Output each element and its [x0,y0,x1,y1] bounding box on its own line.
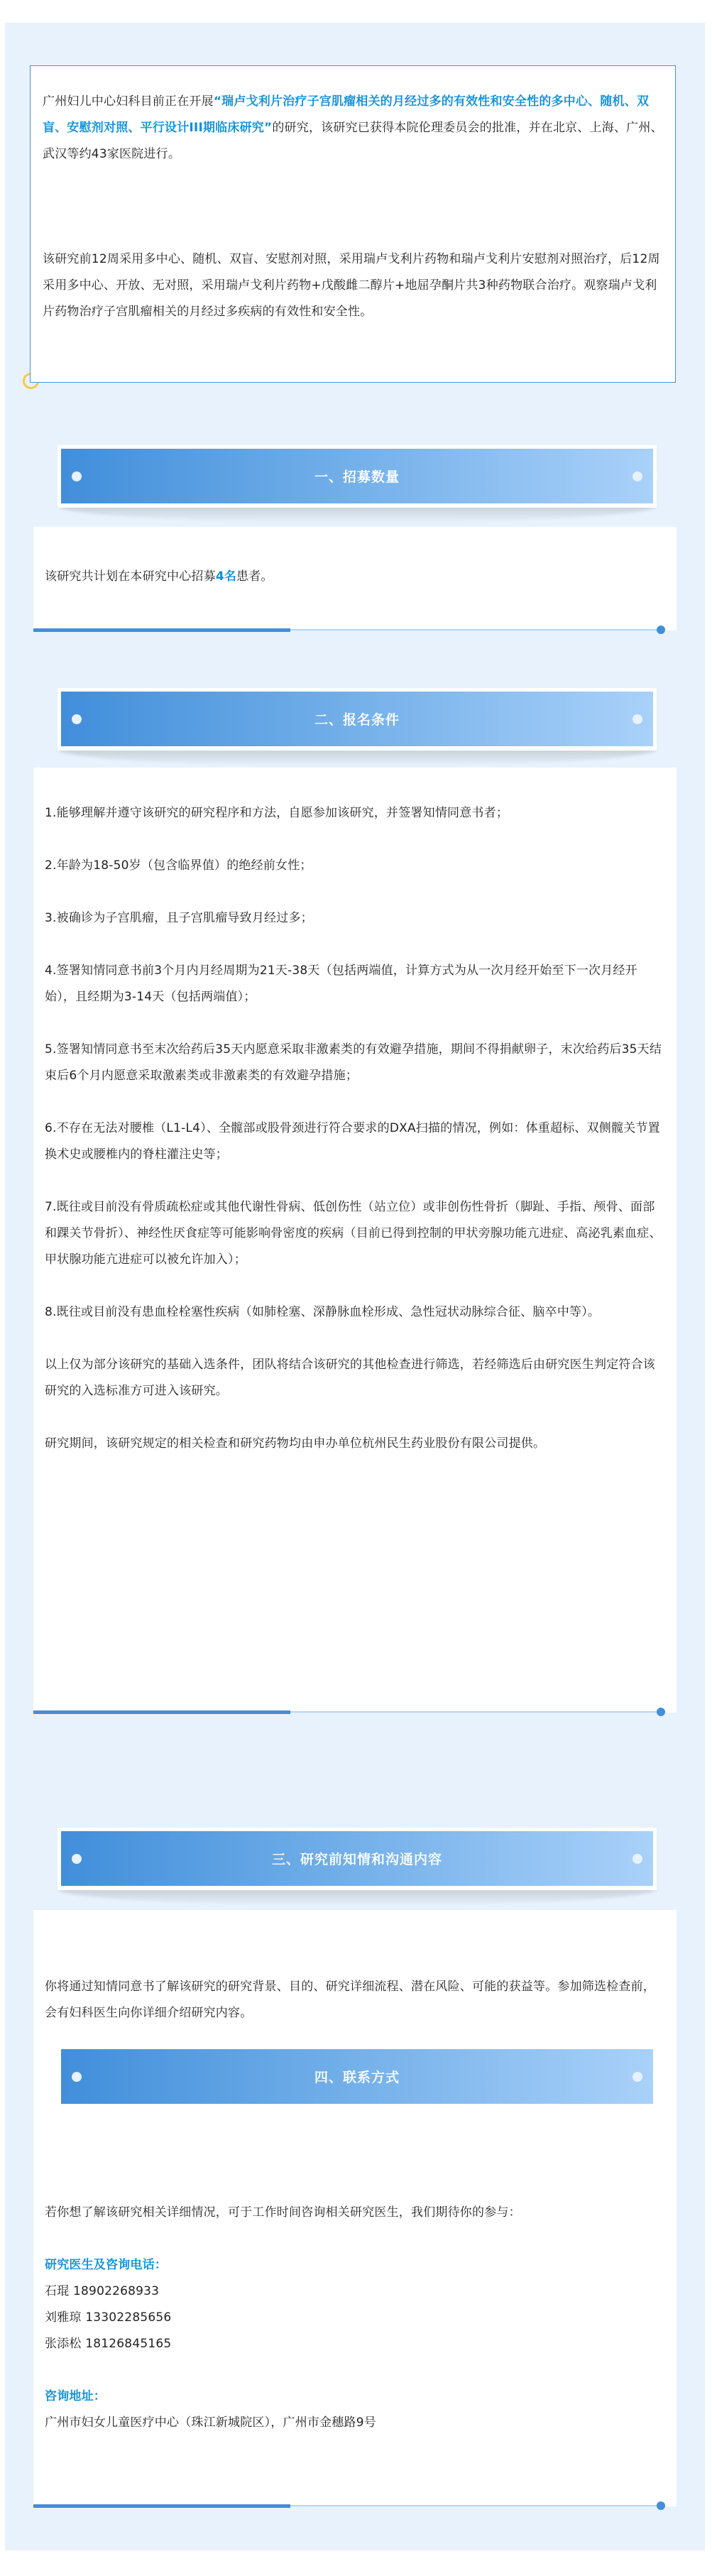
divider-line [290,2505,661,2506]
contact-body [45,2200,665,2436]
address-text: 广州市妇女儿童医疗中心（珠江新城院区），广州市金穗路9号 [45,2416,376,2430]
phone-number[interactable]: 18126845165 [85,2337,172,2351]
sponsor-note: 研究期间，该研究规定的相关检查和研究药物均由申办单位杭州民生药业股份有限公司提供。 [45,1436,546,1451]
address-label: 咨询地址： [45,2389,106,2403]
eligibility-list [45,800,665,1457]
criterion-item: 5.签署知情同意书至末次给药后35天内愿意采取非激素类的有效避孕措施，期间不得捐献卵子，末次给药后35天结束后6个月内愿意采取激素类或非激素类的有效避孕措施； [45,1042,662,1083]
divider-line [290,1711,661,1713]
phone-number[interactable]: 18902268933 [73,2284,160,2298]
divider-line [290,629,661,631]
recruitment-text: 该研究共计划在本研究中心招募4名患者。 [45,569,273,584]
divider-dot-icon [657,2501,665,2510]
criterion-item: 7.既往或目前没有骨质疏松症或其他代谢性骨病、低创伤性（站立位）或非创伤性骨折（脚趾、手指、颅骨、面部和踝关节骨折）、神经性厌食症等可能影响骨密度的疾病（目前已得到控制的甲状旁腺功能亢进症、高泌乳素血症、甲状腺功能亢进症可以被允许加入）； [45,1200,662,1267]
section-header-eligibility [57,688,657,751]
section-card-eligibility [33,768,677,1713]
dot-icon [632,1854,642,1864]
section-header-contact [57,2046,657,2108]
criterion-item: 2.年龄为18-50岁（包含临界值）的绝经前女性； [45,858,312,873]
section-title: 二、报名条件 [314,712,400,728]
dot-icon [632,714,642,724]
contact-row: 张添松 18126845165 [45,2337,172,2351]
contact-intro: 若你想了解该研究相关详细情况，可于工作时间咨询相关研究医生，我们期待你的参与： [45,2205,521,2220]
consent-text: 你将通过知情同意书了解该研究的研究背景、目的、研究详细流程、潜在风险、可能的获益等。参加筛选检查前，会有妇科医生向你详细介绍研究内容。 [45,1980,655,2020]
section-title: 一、招募数量 [314,469,400,485]
screening-note: 以上仅为部分该研究的基础入选条件，团队将结合该研究的其他检查进行筛选，若经筛选后由研究医生判定符合该研究的入选标准方可进入该研究。 [45,1358,655,1398]
phone-number[interactable]: 13302285656 [85,2310,172,2325]
divider-bar [33,2504,290,2508]
section-card-contact [33,2129,677,2506]
divider-dot-icon [657,626,665,634]
criterion-item: 6.不存在无法对腰椎（L1-L4）、全髋部或股骨颈进行符合要求的DXA扫描的情况，例如：体重超标、双侧髋关节置换术史或腰椎内的脊柱灌注史等； [45,1121,660,1162]
phone-label: 研究医生及咨询电话： [45,2258,167,2272]
divider-dot-icon [657,1708,665,1716]
contact-row: 石琨 18902268933 [45,2284,160,2298]
intro-card [30,65,676,383]
study-title-highlight: “瑞卢戈利片治疗子宫肌瘤相关的月经过多的有效性和安全性的多中心、随机、双盲、安慰剂对照、平行设计III期临床研究” [43,94,650,135]
criterion-item: 3.被确诊为子宫肌瘤，且子宫肌瘤导致月经过多； [45,911,313,925]
criterion-item: 8.既往或目前没有患血栓栓塞性疾病（如肺栓塞、深静脉血栓形成、急性冠状动脉综合征、脑卒中等）。 [45,1305,601,1319]
divider-bar [33,1710,290,1714]
intro-paragraph-1: 广州妇儿中心妇科目前正在开展“瑞卢戈利片治疗子宫肌瘤相关的月经过多的有效性和安全性的多中心、随机、双盲、安慰剂对照、平行设计III期临床研究”的研究，该研究已获得本院伦理委员会的批准，并在北京、上海、广州、武汉等约43家医院进行。 [43,94,663,161]
section-header-recruitment [57,445,657,508]
criterion-item: 4.签署知情同意书前3个月内月经周期为21天-38天（包括两端值，计算方式为从一次月经开始至下一次月经开始），且经期为3-14天（包括两端值）； [45,964,637,1004]
dot-icon [632,2072,642,2082]
section-header-informed-consent [57,1828,657,1890]
section-title: 四、联系方式 [314,2070,400,2085]
contact-row: 刘雅琼 13302285656 [45,2310,172,2325]
divider-bar [33,628,290,632]
section-card-recruitment [33,527,677,631]
intro-paragraph-2: 该研究前12周采用多中心、随机、双盲、安慰剂对照，采用瑞卢戈利片药物和瑞卢戈利片安慰剂对照治疗，后12周采用多中心、开放、无对照，采用瑞卢戈利片药物+戊酸雌二醇片+地屈孕酮片共3种药物联合治疗。观察瑞卢戈利片药物治疗子宫肌瘤相关的月经过多疾病的有效性和安全性。 [43,252,660,319]
section-title: 三、研究前知情和沟通内容 [271,1852,442,1867]
criterion-item: 1.能够理解并遵守该研究的研究程序和方法，自愿参加该研究，并签署知情同意书者； [45,806,509,820]
recruit-count: 4名 [215,569,237,584]
dot-icon [632,471,642,481]
